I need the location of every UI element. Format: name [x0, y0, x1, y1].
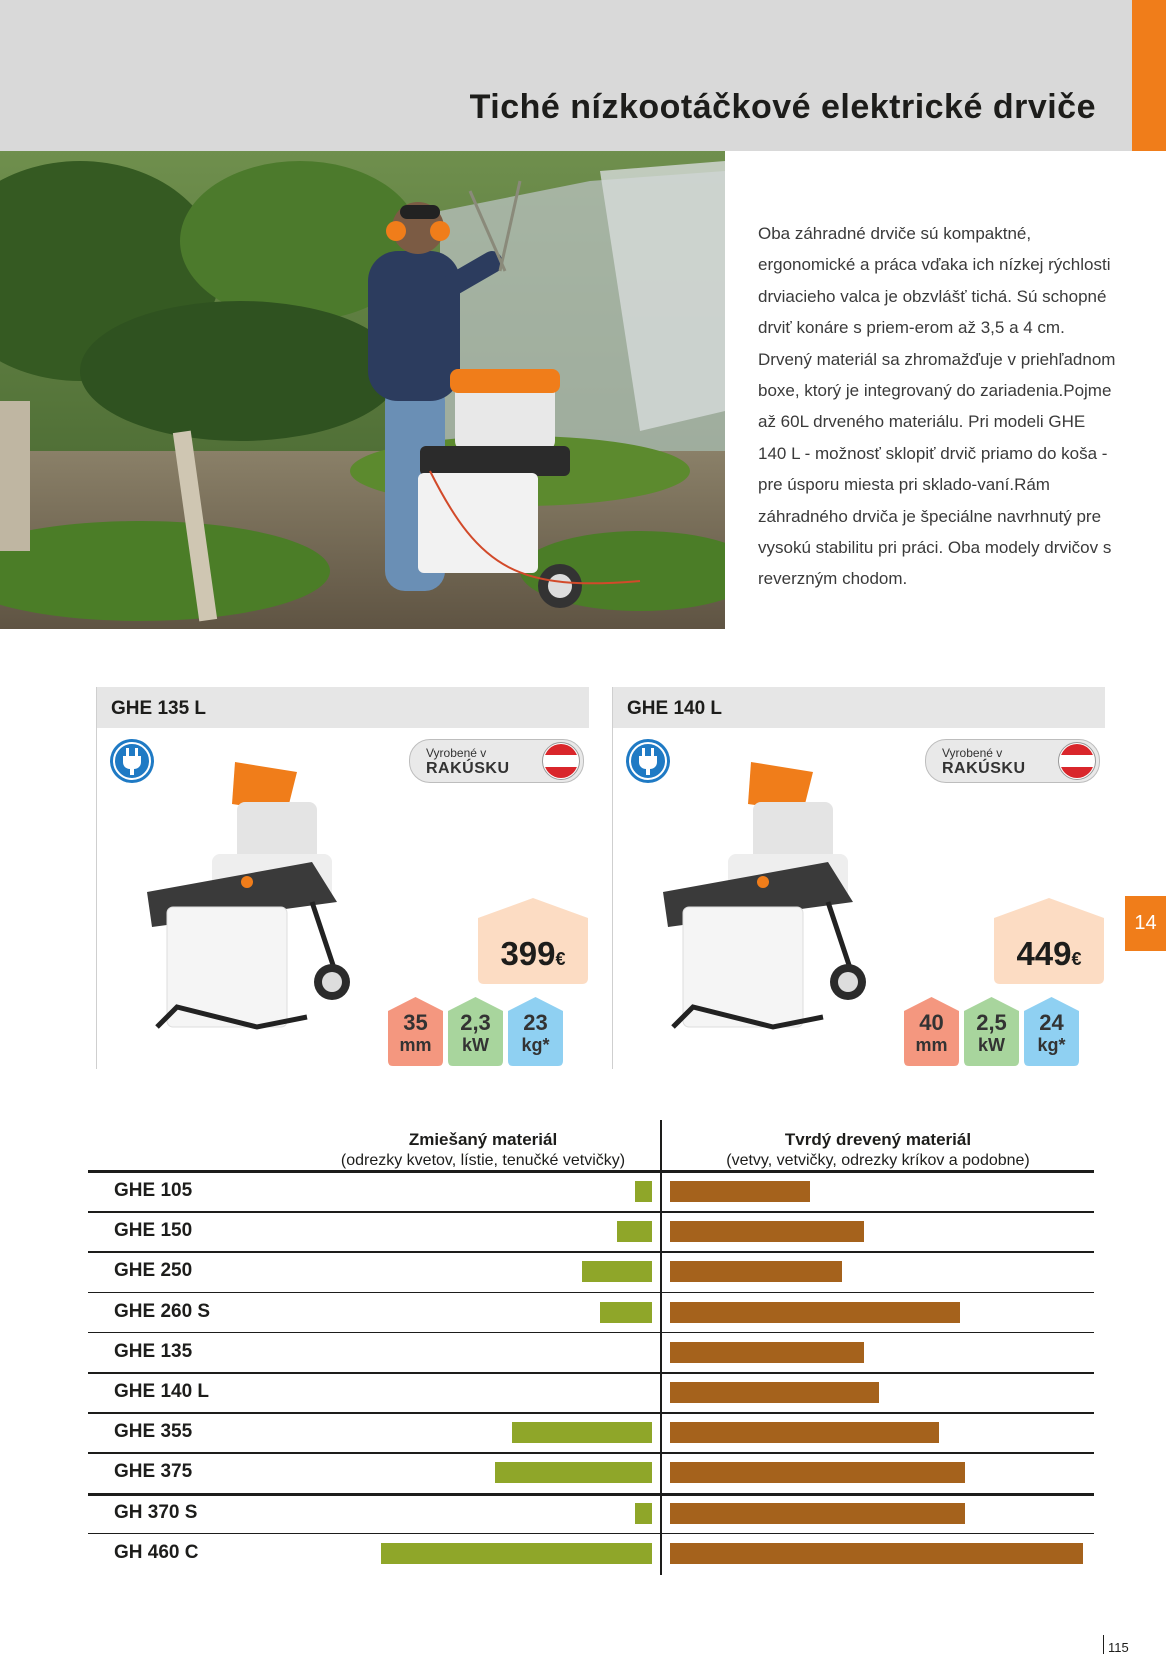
spec-weight-unit: kg*	[521, 1035, 550, 1055]
chart-row-divider	[88, 1493, 1094, 1496]
spec-weight-value: 24	[1039, 1010, 1064, 1035]
price-value: 399	[500, 935, 556, 972]
mixed-material-bar	[381, 1543, 652, 1564]
currency: €	[1071, 949, 1082, 969]
wood-material-subtitle: (vetvy, vetvičky, odrezky kríkov a podobne)	[726, 1152, 1030, 1169]
wood-material-bar	[670, 1422, 939, 1443]
spec-diameter-unit: mm	[399, 1035, 432, 1055]
chapter-tab: 14	[1125, 896, 1166, 951]
chart-row-label: GHE 140 L	[114, 1381, 210, 1402]
chart-row-label: GHE 135	[114, 1340, 193, 1362]
chart-row-label: GHE 375	[114, 1461, 193, 1483]
chart-row-divider	[88, 1292, 1094, 1294]
spec-power-unit: kW	[978, 1035, 1005, 1055]
mixed-material-bar	[582, 1261, 652, 1282]
currency: €	[555, 949, 566, 969]
header-band	[0, 0, 1132, 151]
chart-row-divider	[88, 1372, 1094, 1374]
price-value: 449	[1016, 935, 1072, 972]
page-title: Tiché nízkootáčkové elektrické drviče	[469, 88, 1096, 126]
wood-material-bar	[670, 1342, 864, 1363]
mixed-material-title: Zmiešaný materiál	[408, 1130, 558, 1149]
chart-row-label: GHE 105	[114, 1180, 193, 1201]
mixed-material-bar	[512, 1422, 652, 1443]
page-number-rule	[1103, 1635, 1104, 1654]
intro-paragraph: Oba záhradné drviče sú kompaktné, ergonomické a práca vďaka ich nízkej rýchlosti drviacieho valca je obzvlášť tichá. Sú schopné drviť konáre s priem-erom až 3,5 a 4 cm. Drvený materiál sa zhromažďuje v priehľadnom boxe, ktorý je integrovaný do zariadenia.Pojme až 60L drveného materiálu. Pri modeli GHE 140 L - možnosť sklopiť drvič priamo do koša - pre úsporu miesta pri sklado-vaní.Rám záhradného drviča je špeciálne navrhnutý pre vysokú stabilitu pri práci. Oba modely drvičov s reverzným chodom.	[758, 224, 1116, 589]
product-image	[137, 742, 357, 1042]
spec-weight-value: 23	[523, 1010, 548, 1035]
chart-center-divider	[660, 1120, 662, 1575]
spec-power-unit: kW	[462, 1035, 489, 1055]
chart-row-label: GH 460 C	[114, 1541, 199, 1563]
hero-photo	[0, 151, 725, 629]
austria-flag-icon	[542, 742, 580, 780]
mixed-material-bar	[635, 1503, 653, 1524]
chart-row-label: GHE 355	[114, 1421, 193, 1443]
spec-diameter-value: 40	[919, 1010, 944, 1035]
mixed-material-subtitle: (odrezky kvetov, lístie, tenučké vetvičky)	[340, 1152, 626, 1169]
wood-material-bar	[670, 1462, 965, 1483]
product-name: GHE 135 L	[111, 698, 207, 719]
chart-row-divider	[88, 1211, 1094, 1213]
spec-diameter-value: 35	[403, 1010, 428, 1035]
product-card	[612, 687, 1105, 1069]
wood-material-bar	[670, 1543, 1083, 1564]
price	[994, 935, 1104, 973]
chart-row-label: GHE 150	[114, 1220, 193, 1242]
austria-flag-icon	[1058, 742, 1096, 780]
wood-material-bar	[670, 1261, 842, 1282]
made-in-label: Vyrobené v	[942, 746, 1003, 760]
mixed-material-bar	[495, 1462, 653, 1483]
chart-top-rule	[88, 1170, 1094, 1173]
wood-material-title: Tvrdý drevený materiál	[784, 1130, 972, 1149]
wood-material-bar	[670, 1221, 864, 1242]
chart-row-divider	[88, 1332, 1094, 1334]
product-image	[653, 742, 873, 1042]
made-in-austria-badge	[409, 739, 584, 783]
mixed-material-bar	[635, 1181, 653, 1202]
made-in-austria-badge	[925, 739, 1100, 783]
made-in-country: RAKÚSKU	[942, 760, 1026, 777]
orange-corner-tab	[1132, 0, 1166, 151]
mixed-material-header	[318, 1130, 648, 1170]
spec-diameter-unit: mm	[915, 1035, 948, 1055]
product-card	[96, 687, 589, 1069]
mixed-material-bar	[600, 1302, 653, 1323]
wood-material-bar	[670, 1382, 879, 1403]
comparison-chart	[88, 1120, 1094, 1580]
chart-row-divider	[88, 1452, 1094, 1454]
chart-row-divider	[88, 1251, 1094, 1253]
chart-row-label: GHE 260 S	[114, 1300, 211, 1322]
wood-material-header	[698, 1130, 1058, 1170]
chart-row-divider	[88, 1412, 1094, 1414]
chart-row-label: GHE 250	[114, 1260, 193, 1282]
price	[478, 935, 588, 973]
spec-power-value: 2,3	[460, 1010, 491, 1035]
made-in-country: RAKÚSKU	[426, 760, 510, 777]
spec-weight-unit: kg*	[1037, 1035, 1066, 1055]
wood-material-bar	[670, 1503, 965, 1524]
chart-row-label: GH 370 S	[114, 1501, 198, 1523]
spec-power-value: 2,5	[976, 1010, 1007, 1035]
wood-material-bar	[670, 1302, 960, 1323]
mixed-material-bar	[617, 1221, 652, 1242]
made-in-label: Vyrobené v	[426, 746, 487, 760]
product-name: GHE 140 L	[627, 698, 723, 719]
page-number: 115	[1108, 1640, 1129, 1655]
chart-row-divider	[88, 1533, 1094, 1535]
wood-material-bar	[670, 1181, 810, 1202]
